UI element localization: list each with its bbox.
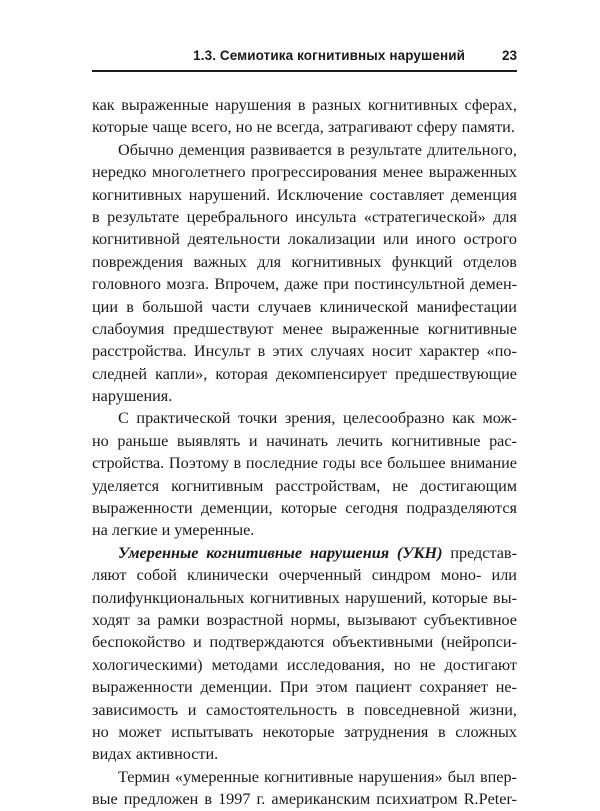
text-line: выраженности деменции, которые сегодня подразделяются	[92, 499, 517, 518]
page-number: 23	[501, 48, 517, 63]
text-line: ции в большой части случаев клинической манифестации	[92, 297, 517, 316]
text-line: когнитивной деятельности локализации или иного острого	[92, 230, 517, 249]
text-line: стройства. Поэтому в последние годы все большее внимание	[92, 454, 517, 473]
text-line: которые чаще всего, но не всегда, затрагивают сферу памяти.	[92, 118, 515, 137]
text-line: вые предложен в 1997 г. американским психиатром R.Peter-	[92, 790, 517, 809]
text-line: Умеренные когнитивные нарушения (УКН) представ-	[118, 543, 517, 562]
text-line: выраженности деменции. При этом пациент сохраняет не-	[92, 678, 517, 697]
text-line: как выраженные нарушения в разных когнитивных сферах,	[92, 96, 517, 114]
text-line: но может испытывать некоторые затруднения в сложных	[92, 722, 517, 741]
text-line: нарушения.	[92, 387, 173, 406]
text-line: ляют собой клинически очерченный синдром моно- или	[92, 566, 517, 585]
text-line: слабоумия предшествуют менее выраженные когнитивные	[92, 319, 517, 338]
text-line: видах активности.	[92, 745, 219, 764]
text-line: ходят за рамки возрастной нормы, вызывают субъективное	[92, 610, 517, 629]
text-line: в результате церебрального инсульта «стратегической» для	[92, 207, 517, 226]
section-title: 1.3. Семиотика когнитивных нарушений	[193, 48, 465, 63]
text-line: полифункциональных когнитивных нарушений, которые вы-	[92, 588, 517, 607]
text-line: Термин «умеренные когнитивные нарушения» был впер-	[118, 767, 517, 786]
text-line: повреждения важных для когнитивных функций отделов	[92, 252, 517, 271]
text-line: уделяется когнитивным расстройствам, не достигающим	[92, 476, 517, 495]
text-line: беспокойство и подтверждаются объективными (нейропси-	[92, 633, 517, 652]
text-line: С практической точки зрения, целесообразно как мож-	[118, 409, 517, 428]
text-line: но раньше выявлять и начинать лечить когнитивные рас-	[92, 431, 517, 450]
text-line: хологическими) методами исследования, но не достигают	[92, 655, 517, 674]
text-line: головного мозга. Впрочем, даже при постинсультной демен-	[92, 275, 517, 294]
text-line: когнитивных нарушений. Исключение составляет деменция	[92, 185, 517, 204]
text-line: Обычно деменция развивается в результате длительного,	[118, 140, 517, 159]
text-line: зависимость и самостоятельность в повседневной жизни,	[92, 700, 517, 719]
body-text	[92, 94, 517, 811]
text-line: следней капли», которая декомпенсирует предшествующие	[92, 364, 517, 383]
text-line: на легкие и умеренные.	[92, 521, 255, 540]
text-line: нередко многолетнего прогрессирования менее выраженных	[92, 163, 517, 182]
running-header	[92, 46, 517, 72]
text-line: расстройства. Инсульт в этих случаях носит характер «по-	[92, 342, 517, 361]
